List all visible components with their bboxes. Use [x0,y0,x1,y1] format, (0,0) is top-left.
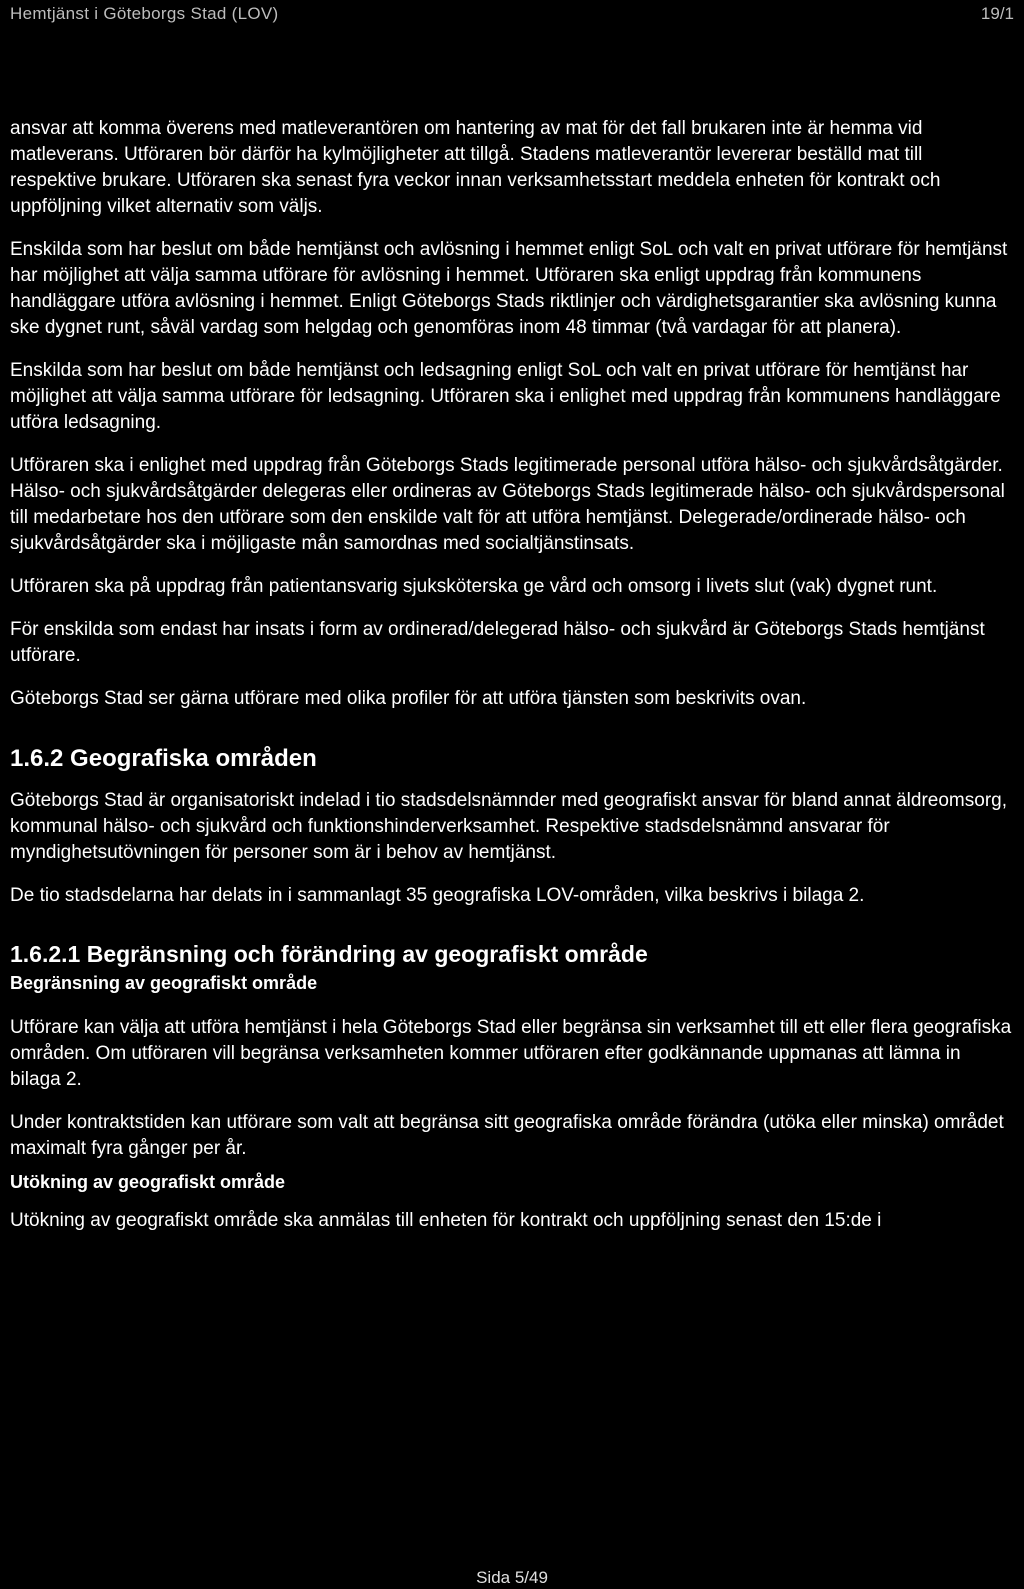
paragraph-begransa-verksamhet: Utförare kan välja att utföra hemtjänst i hela Göteborgs Stad eller begränsa sin verksamhet till ett eller flera geografiska områden. Om utföraren vill begränsa verksamheten kommer utföraren efter godkännande uppmanas att lämna in bilaga 2. [10,1017,1012,1090]
paragraph-halso-sjukvard: Utföraren ska i enlighet med uppdrag från Göteborgs Stads legitimerade personal utföra hälso- och sjukvårdsåtgärder. Hälso- och sjukvårdsåtgärder delegeras eller ordineras av Göteborgs Stads legitimerade hälso- och sjukvårdspersonal till medarbetare hos den utförare som den enskilde valt för att utföra hemtjänst. Delegerade/ordinerade hälso- och sjukvårdsåtgärder ska i möjligaste mån samordnas med socialtjänstinsats. [10,455,1005,554]
paragraph-lov-omraden: De tio stadsdelarna har delats in i sammanlagt 35 geografiska LOV-områden, vilka beskrivs i bilaga 2. [10,885,865,906]
subheading-begransning: Begränsning av geografiskt område [10,973,318,993]
paragraph-stadsdelsnamnder: Göteborgs Stad är organisatoriskt indelad i tio stadsdelsnämnder med geografiskt ansvar för bland annat äldreomsorg, kommunal hälso- och sjukvård och funktionshinderverksamhet. Respektive stadsdelsnämnd ansvarar för myndighetsutövningen för personer som är i behov av hemtjänst. [10,790,1007,863]
paragraph-utokning-anmalan: Utökning av geografiskt område ska anmälas till enheten för kontrakt och uppföljning senast den 15:de i [10,1210,882,1231]
subheading-utokning: Utökning av geografiskt område [10,1172,286,1192]
heading-begransning-forandring: 1.6.2.1 Begränsning och förändring av geografiskt område [10,941,648,967]
page-number-footer: Sida 5/49 [476,1568,548,1587]
running-header-page-ref: 19/1 [980,4,1014,23]
paragraph-ledsagning: Enskilda som har beslut om både hemtjänst och ledsagning enligt SoL och valt en privat utförare för hemtjänst har möjlighet att välja samma utförare för ledsagning. Utföraren ska i enlighet med uppdrag från kommunens handläggare utföra ledsagning. [10,360,1001,433]
paragraph-matleverans: ansvar att komma överens med matleverantören om hantering av mat för det fall brukaren inte är hemma vid matleverans. Utföraren bör därför ha kylmöjligheter att tillgå. Stadens matleverantör levererar beställd mat till respektive brukare. Utföraren ska senast fyra veckor innan verksamhetsstart meddela enheten för kontrakt och uppföljning vilket alternativ som väljs. [10,118,941,217]
paragraph-profiler: Göteborgs Stad ser gärna utförare med olika profiler för att utföra tjänsten som beskrivits ovan. [10,688,807,709]
paragraph-forandra-omrade: Under kontraktstiden kan utförare som valt att begränsa sitt geografiska område förändra (utöka eller minska) området maximalt fyra gånger per år. [10,1112,1004,1159]
heading-geografiska-omraden: 1.6.2 Geografiska områden [10,745,317,772]
paragraph-vak: Utföraren ska på uppdrag från patientansvarig sjuksköterska ge vård och omsorg i livets slut (vak) dygnet runt. [10,576,938,597]
paragraph-avlosning: Enskilda som har beslut om både hemtjänst och avlösning i hemmet enligt SoL och valt en privat utförare för hemtjänst har möjlighet att välja samma utförare för avlösning i hemmet. Utföraren ska enligt uppdrag från kommunens handläggare utföra avlösning i hemmet. Enligt Göteborgs Stads riktlinjer och värdighetsgarantier ska avlösning kunna ske dygnet runt, såväl vardag som helgdag och genomföras inom 48 timmar (två vardagar för att planera). [10,239,1008,338]
paragraph-ordinerad-halso-sjukvard: För enskilda som endast har insats i form av ordinerad/delegerad hälso- och sjukvård är Göteborgs Stads hemtjänst utförare. [10,619,985,666]
running-header-title: Hemtjänst i Göteborgs Stad (LOV) [10,4,279,23]
document-body [10,116,1014,1251]
